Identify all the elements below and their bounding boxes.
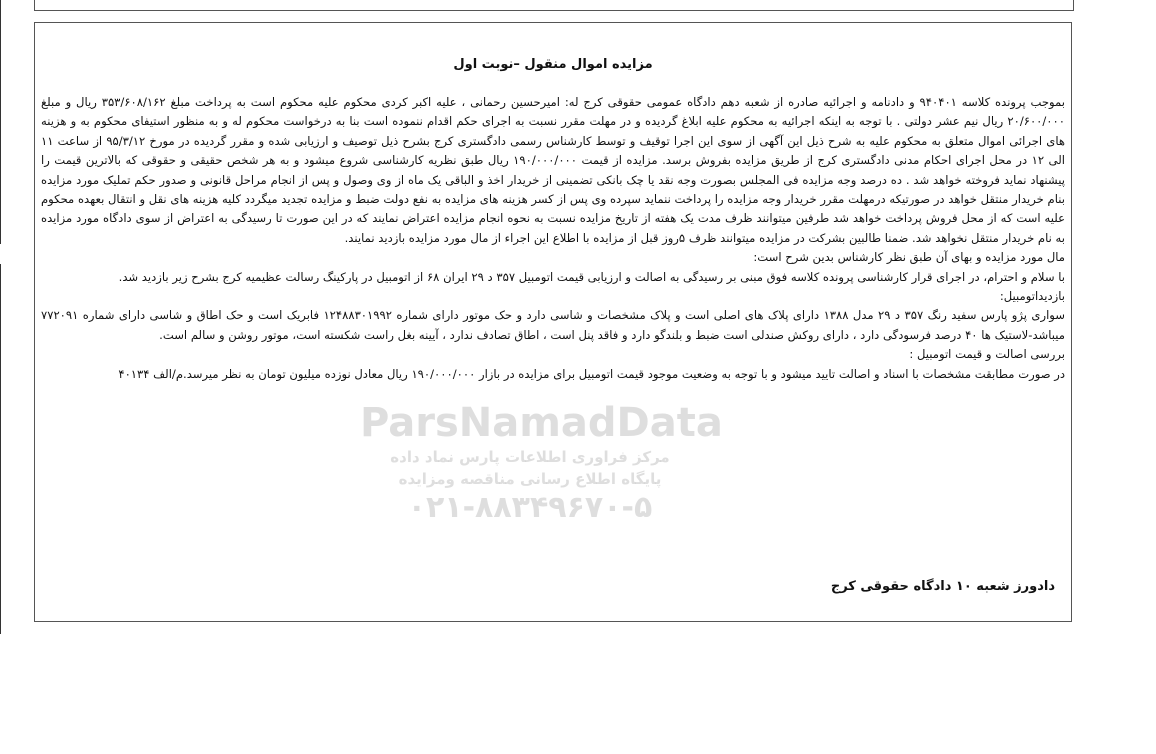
notice-heading-car-inspection: بازدیداتومبیل: <box>999 289 1065 304</box>
notice-paragraph-car-details: سواری پژو پارس سفید رنگ ۳۵۷ د ۲۹ مدل ۱۳۸۸ دارای پلاک های اصلی است و پلاک مشخصات و شاسی دارد و حک موتور دارای شماره ۱۲۴۸۸۳۰۱۹۹۲ فابریک است و حک اطاق و شاسی دارای شماره ۷۷۲۰۹۱ میباشد-لاستیک ها ۴۰ درصد فرسودگی دارد ، دارای روکش صندلی است ضبط و بلندگو دارد و فاقد پنل است ، اطاق تصادف ندارد ، آیینه بغل راست شکسته است، موتور روشن و سالم است. <box>41 308 1066 342</box>
notice-paragraph-main: بموجب پرونده کلاسه ۹۴۰۴۰۱ و دادنامه و اجرائیه صادره از شعبه دهم دادگاه عمومی حقوقی کرج له: امیرحسین رحمانی ، علیه اکبر کردی محکوم علیه محکوم است به پرداخت مبلغ ۳۵۳/۶۰۸/۱۶۲ ریال و مبلغ ۲۰/۶۰۰/۰۰۰ ریال نیم عشر دولتی . با توجه به اینکه اجرائیه به محکوم علیه ابلاغ گردیده و در مهلت مقرر نسبت به اجرای حکم اقدام ننموده است بنا به درخواست محکوم له و به منظور استیفای محکوم به و هزینه های اجرائی اموال متعلق به محکوم علیه به شرح ذیل این آگهی از سوی این اجرا توقیف و توسط کارشناس رسمی دادگستری کرج بشرح ذیل توصیف و ارزیابی شده و مقرر گردیده در مورخ ۹۵/۳/۱۲ از ساعت ۱۱ الی ۱۲ در محل اجرای احکام مدنی دادگستری کرج از طریق مزایده بفروش برسد. مزایده از قیمت ۱۹۰/۰۰۰/۰۰۰ ریال طبق نظریه کارشناسی شروع میشود و به هر شخص حقیقی و حقوقی که بالاترین قیمت را پیشنهاد نماید فروخته خواهد شد . ده درصد وجه مزایده فی المجلس بصورت وجه نقد یا چک بانکی تضمینی از خریدار اخذ و الباقی یک ماه از وی وصول و پس از انجام مراحل قانونی و صدور حکم تملیک مورد مزایده بنام خریدار منتقل خواهد در صورتیکه درمهلت مقرر خریدار وجه مزایده را پرداخت ننماید سپرده وی پس از کسر هزینه های مزایده به نفع دولت ضبط و مزایده تجدید میگردد کلیه هزینه های نقل و انتقال بعهده محکوم علیه است که از محل فروش پرداخت خواهد شد طرفین میتوانند ظرف مدت یک هفته از تاریخ مزایده نسبت به نحوه انجام مزایده اعتراض نمایند که در این صورت تا رسیدگی به اعتراض از سوی دادگاه مورد مزایده به نام خریدار منتقل نخواهد شد. ضمنا طالبین بشرکت در مزایده میتوانند ظرف ۵روز قبل از مزایده با اطلاع این اجراء از مال مورد مزایده بازدید نمایند. <box>41 95 1065 245</box>
notice-paragraph-item-intro: مال مورد مزایده و بهای آن طبق نظر کارشناس بدین شرح است: <box>753 250 1065 265</box>
left-edge-line-bottom <box>0 264 1 634</box>
notice-body <box>41 93 1065 384</box>
watermark-line-1: مرکز فراوری اطلاعات پارس نماد داده <box>390 448 670 466</box>
left-edge-line-top <box>0 0 1 244</box>
previous-notice-frame <box>34 0 1074 11</box>
notice-paragraph-price: در صورت مطابقت مشخصات با اسناد و اصالت تایید میشود و با توجه به وضعیت موجود قیمت اتومبیل برای مزایده در بازار ۱۹۰/۰۰۰/۰۰۰ ریال معادل نوزده میلیون تومان به نظر میرسد.م/الف ۴۰۱۳۴ <box>118 366 1065 381</box>
notice-paragraph-expert-greeting: با سلام و احترام، در اجرای قرار کارشناسی پرونده کلاسه فوق مبنی بر رسیدگی به اصالت و ارزیابی قیمت اتومبیل ۳۵۷ د ۲۹ ایران ۶۸ از اتومبیل در پارکینگ رسالت عظیمیه کرج بشرح زیر بازدید شد. <box>118 269 1065 284</box>
auction-notice <box>34 22 1072 622</box>
watermark-brand: ParsNamadData <box>360 400 723 446</box>
notice-heading-price-review: بررسی اصالت و قیمت اتومبیل : <box>909 347 1065 362</box>
watermark-line-2: پایگاه اطلاع رسانی مناقصه ومزایده <box>398 470 662 488</box>
notice-title: مزایده اموال منقول –نوبت اول <box>453 57 653 72</box>
notice-signature: دادورز شعبه ۱۰ دادگاه حقوقی کرج <box>830 579 1055 594</box>
watermark-phone: ۰۲۱-۸۸۳۴۹۶۷۰-۵ <box>407 490 653 525</box>
